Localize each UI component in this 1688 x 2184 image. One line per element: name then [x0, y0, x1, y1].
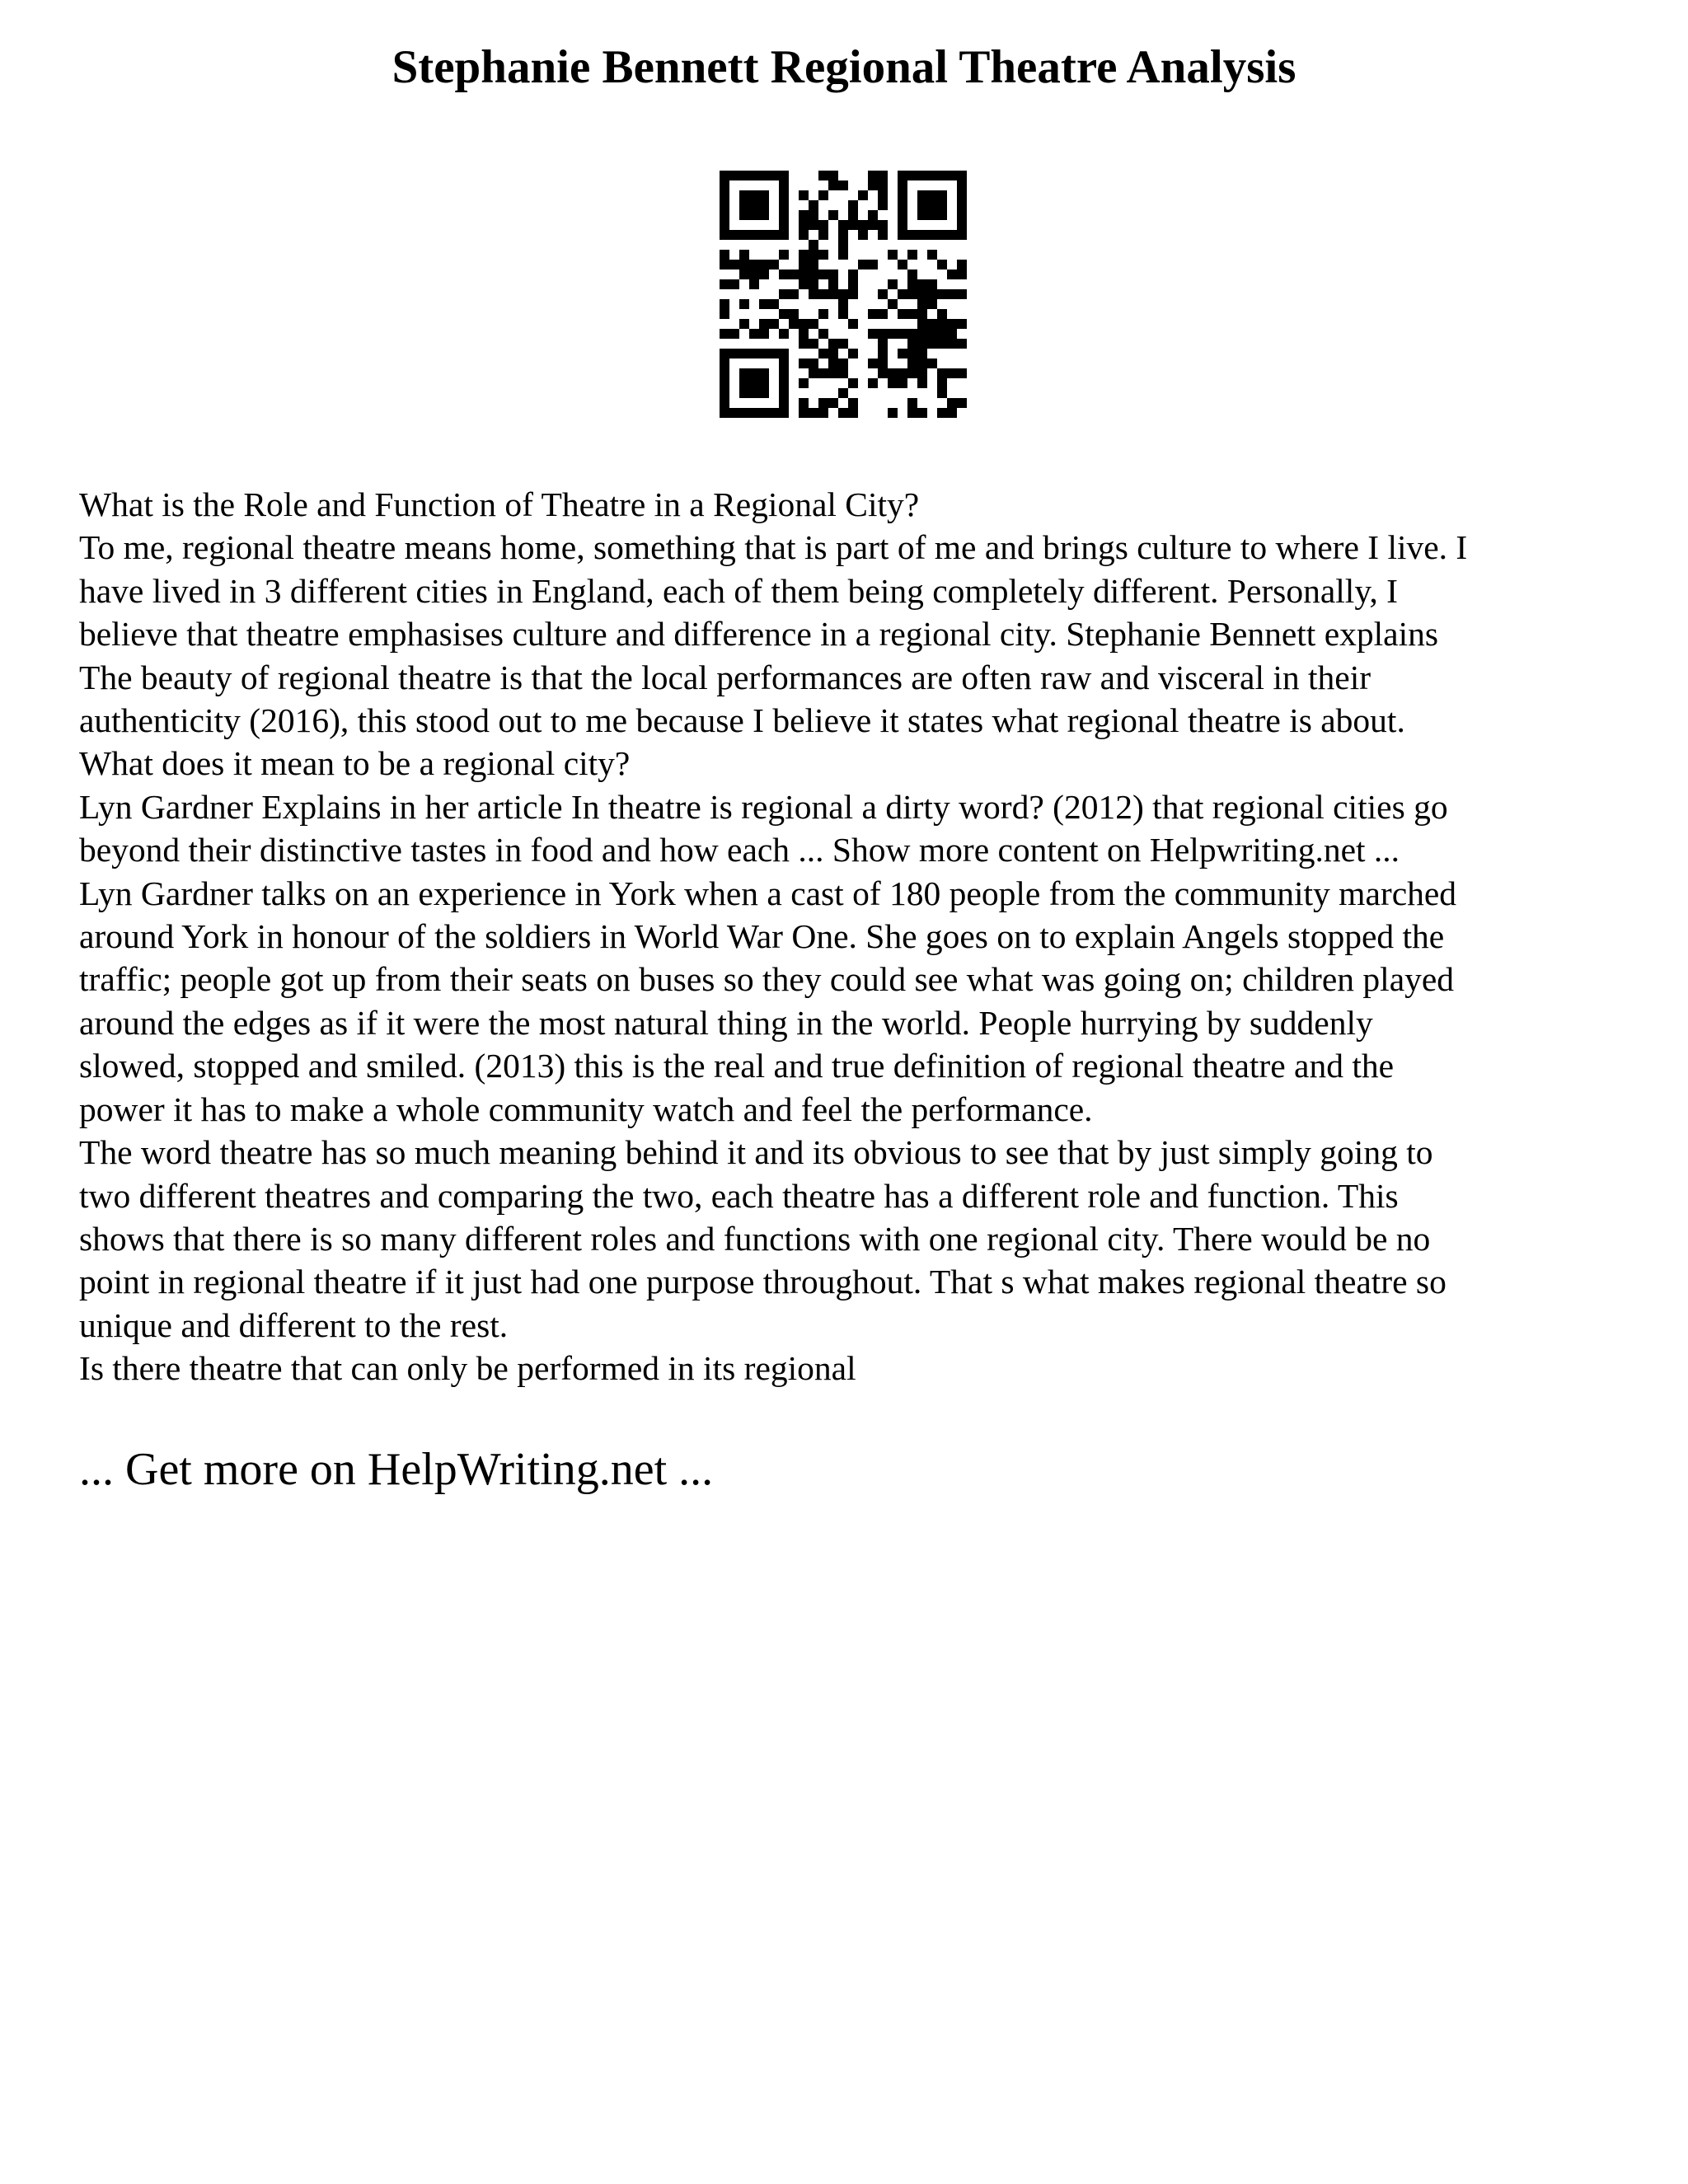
- body-line: The word theatre has so much meaning behind it and its obvious to see that by just simply going to: [79, 1133, 1433, 1172]
- body-line: Lyn Gardner Explains in her article In theatre is regional a dirty word? (2012) that regional cities go: [79, 787, 1448, 826]
- body-line: unique and different to the rest.: [79, 1305, 509, 1344]
- body-line: beyond their distinctive tastes in food and how each ... Show more content on Helpwriting.net ...: [79, 831, 1400, 869]
- body-line: traffic; people got up from their seats on buses so they could see what was going on; children played: [79, 960, 1455, 999]
- article-body: [79, 483, 1629, 1390]
- body-line: around York in honour of the soldiers in World War One. She goes on to explain Angels stopped the: [79, 917, 1445, 956]
- qr-code-icon[interactable]: [720, 171, 967, 418]
- body-line: What is the Role and Function of Theatre in a Regional City?: [79, 485, 920, 523]
- body-line: What does it mean to be a regional city?: [79, 744, 631, 783]
- body-line: point in regional theatre if it just had one purpose throughout. That s what makes regional theatre so: [79, 1263, 1447, 1301]
- body-line: have lived in 3 different cities in England, each of them being completely different. Personally, I: [79, 571, 1398, 610]
- body-line: slowed, stopped and smiled. (2013) this is the real and true definition of regional theatre and the: [79, 1047, 1395, 1085]
- document-title: Stephanie Bennett Regional Theatre Analysis: [392, 41, 1296, 93]
- body-line: To me, regional theatre means home, something that is part of me and brings culture to where I live. I: [79, 528, 1468, 567]
- body-line: shows that there is so many different roles and functions with one regional city. There would be no: [79, 1219, 1431, 1258]
- body-line: two different theatres and comparing the two, each theatre has a different role and function. This: [79, 1176, 1399, 1215]
- body-line: around the edges as if it were the most natural thing in the world. People hurrying by suddenly: [79, 1003, 1373, 1042]
- body-line: The beauty of regional theatre is that the local performances are often raw and visceral in their: [79, 658, 1372, 696]
- body-line: believe that theatre emphasises culture and difference in a regional city. Stephanie Bennett explains: [79, 615, 1438, 654]
- body-line: Lyn Gardner talks on an experience in York when a cast of 180 people from the community marched: [79, 874, 1457, 912]
- body-line: Is there theatre that can only be performed in its regional: [79, 1349, 856, 1388]
- body-line: power it has to make a whole community watch and feel the performance.: [79, 1090, 1093, 1128]
- body-line: authenticity (2016), this stood out to me because I believe it states what regional theatre is about.: [79, 701, 1405, 740]
- get-more-link[interactable]: ... Get more on HelpWriting.net ...: [79, 1444, 714, 1495]
- qr-code-graphic: [720, 171, 967, 418]
